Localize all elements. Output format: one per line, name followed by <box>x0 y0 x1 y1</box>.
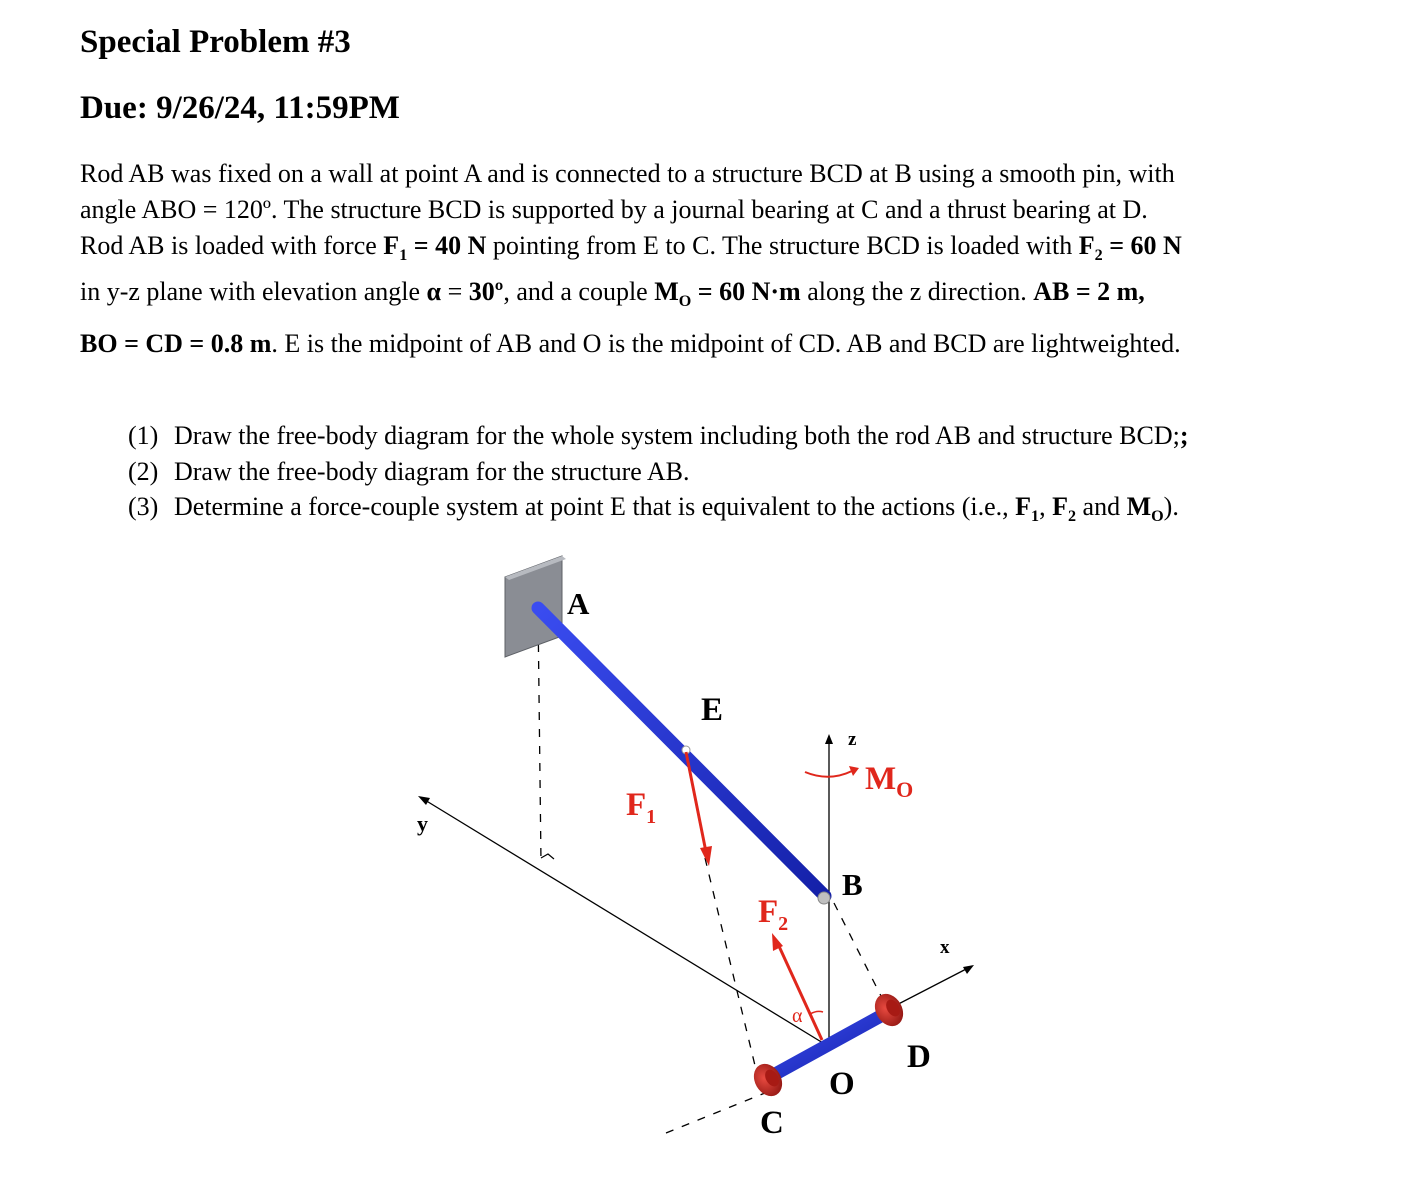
text: in y-z plane with elevation angle <box>80 277 427 307</box>
task-number: (1) <box>128 421 159 450</box>
task-text: Draw the free-body diagram for the structure AB. <box>174 456 690 486</box>
bo-cd-length: BO = CD = 0.8 m <box>80 329 272 359</box>
rod-ab <box>538 608 825 896</box>
task-text: Determine a force-couple system at point E that is equivalent to the actions (i.e., <box>174 492 1016 521</box>
mo-symbol: $M_O$ <box>1126 492 1164 526</box>
task-text: Draw the free-body diagram for the whole system including both the rod AB and structure BCD; <box>174 421 1180 450</box>
label-y: y <box>417 811 428 836</box>
projection-line-c <box>666 1093 765 1133</box>
statement-line-1: Rod AB was fixed on a wall at point A and is connected to a structure BCD at B using a smooth pin, with <box>80 159 1175 188</box>
label-alpha: α <box>792 1005 803 1027</box>
label-z: z <box>848 729 857 750</box>
label-x: x <box>940 937 950 958</box>
label-f2: $F_2$ <box>758 894 789 935</box>
task-item-3: (3) Determine a force-couple system at point E that is equivalent to the actions (i.e., $F_1$, $F_2$ and $M_O$). <box>128 489 1189 535</box>
task-item-1: (1) Draw the free-body diagram for the whole system including both the rod AB and structure BCD;; <box>128 418 1189 454</box>
projection-line-bd <box>834 903 882 998</box>
f1-symbol: $F_1$ <box>1015 492 1040 526</box>
label-o: O <box>829 1066 855 1102</box>
text: pointing from E to C. The structure BCD is loaded with <box>486 231 1079 260</box>
projection-line-a <box>538 610 541 862</box>
ab-length: AB = 2 m, <box>1033 277 1145 307</box>
text: . E is the midpoint of AB and O is the midpoint of CD. AB and BCD are lightweighted. <box>271 329 1181 359</box>
force-f1-value: $F_1 = 40$ N <box>383 231 487 265</box>
due-date: Due: 9/26/24, 11:59PM <box>80 90 400 126</box>
task-number: (3) <box>128 492 159 521</box>
label-c: C <box>760 1105 784 1141</box>
label-e: E <box>701 692 724 728</box>
task-number: (2) <box>128 456 159 486</box>
pin-b <box>818 892 830 904</box>
alpha-symbol: α <box>426 277 442 307</box>
couple-mo-value: $M_O = 60$ N·m <box>654 277 801 311</box>
couple-mo-arrow <box>805 766 859 777</box>
label-a: A <box>567 586 590 621</box>
label-mo: $M_O$ <box>865 761 914 802</box>
problem-title: Special Problem #3 <box>80 24 351 60</box>
text: = <box>441 277 469 307</box>
label-d: D <box>907 1039 931 1075</box>
statement-line-2: angle ABO = 120º. The structure BCD is supported by a journal bearing at C and a thrust bearing at D. <box>80 195 1148 224</box>
text: , and a couple <box>503 277 655 307</box>
right-angle-marker <box>541 854 554 859</box>
f2-symbol: $F_2$ <box>1052 492 1077 526</box>
force-f2-value: $F_2 = 60$ N <box>1078 231 1182 265</box>
label-f1: $F_1$ <box>626 787 657 828</box>
projection-line-ec <box>705 858 758 1078</box>
text: Rod AB is loaded with force <box>80 231 384 260</box>
alpha-value: 30º <box>468 277 504 307</box>
text: along the z direction. <box>800 277 1034 307</box>
label-b: B <box>842 867 863 902</box>
